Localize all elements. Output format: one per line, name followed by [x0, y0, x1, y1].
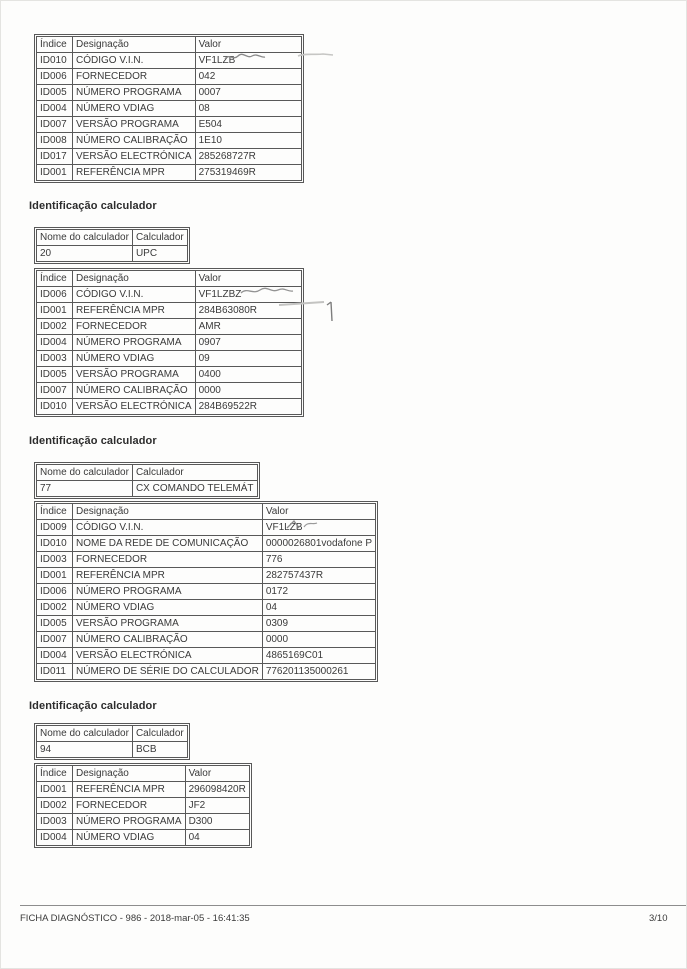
- cell-designacao: REFERÊNCIA MPR: [73, 165, 196, 181]
- cell-valor: 04: [262, 600, 375, 616]
- cell-indice: ID006: [37, 584, 73, 600]
- cell-valor: 776: [262, 552, 375, 568]
- cell-designacao: VERSÃO ELECTRÓNICA: [73, 399, 196, 415]
- section-heading: Identificação calculador: [29, 200, 157, 212]
- table-row: [37, 798, 250, 814]
- cell-designacao: VERSÃO ELECTRÓNICA: [73, 149, 196, 165]
- cell-indice: ID005: [37, 367, 73, 383]
- ecu-info-table-4: [34, 723, 190, 760]
- table-row: [37, 481, 258, 497]
- table-row: [37, 383, 302, 399]
- table-row: [37, 742, 188, 758]
- table-row: [37, 101, 302, 117]
- col-header-designacao: Designação: [73, 37, 196, 53]
- cell-indice: ID003: [37, 814, 73, 830]
- cell-valor: 0400: [195, 367, 301, 383]
- table-row: [37, 664, 376, 680]
- cell-designacao: NÚMERO PROGRAMA: [73, 335, 196, 351]
- col-header-indice: Índice: [37, 271, 73, 287]
- cell-valor: D300: [185, 814, 249, 830]
- table-row: [37, 830, 250, 846]
- col-header-valor: Valor: [195, 271, 301, 287]
- table-row: [37, 814, 250, 830]
- cell-indice: ID007: [37, 383, 73, 399]
- cell-designacao: REFERÊNCIA MPR: [73, 782, 186, 798]
- table-header-row: [37, 504, 376, 520]
- footer-divider: [20, 905, 686, 906]
- cell-valor: 0000: [195, 383, 301, 399]
- cell-nome-calculador: 94: [37, 742, 133, 758]
- cell-indice: ID002: [37, 600, 73, 616]
- cell-indice: ID002: [37, 319, 73, 335]
- cell-indice: ID010: [37, 399, 73, 415]
- cell-valor: 285268727R: [195, 149, 301, 165]
- table-row: [37, 399, 302, 415]
- cell-valor: 776201135000261: [262, 664, 375, 680]
- cell-designacao: NÚMERO CALIBRAÇÃO: [73, 133, 196, 149]
- ecu-table-1: [34, 34, 304, 183]
- col-header-designacao: Designação: [73, 766, 186, 782]
- table-row: [37, 319, 302, 335]
- cell-indice: ID008: [37, 133, 73, 149]
- table-row: [37, 165, 302, 181]
- col-header-valor: Valor: [262, 504, 375, 520]
- cell-designacao: CÓDIGO V.I.N.: [73, 53, 196, 69]
- cell-indice: ID010: [37, 536, 73, 552]
- col-header-nome-calculador: Nome do calculador: [37, 230, 133, 246]
- cell-valor: 4865169C01: [262, 648, 375, 664]
- cell-designacao: NÚMERO VDIAG: [73, 600, 263, 616]
- cell-valor: 0309: [262, 616, 375, 632]
- section-heading: Identificação calculador: [29, 700, 157, 712]
- table-row: [37, 351, 302, 367]
- cell-valor: 04: [185, 830, 249, 846]
- table-row: [37, 552, 376, 568]
- table-header-row: [37, 230, 188, 246]
- cell-indice: ID007: [37, 117, 73, 133]
- table-row: [37, 536, 376, 552]
- cell-valor: VF1LZB: [195, 53, 301, 69]
- cell-indice: ID003: [37, 552, 73, 568]
- cell-indice: ID010: [37, 53, 73, 69]
- table-header-row: [37, 766, 250, 782]
- cell-valor: E504: [195, 117, 301, 133]
- cell-valor: 284B69522R: [195, 399, 301, 415]
- cell-designacao: NOME DA REDE DE COMUNICAÇÃO: [73, 536, 263, 552]
- cell-valor: 08: [195, 101, 301, 117]
- cell-calculador: UPC: [132, 246, 187, 262]
- col-header-indice: Índice: [37, 504, 73, 520]
- col-header-calculador: Calculador: [132, 465, 257, 481]
- cell-indice: ID006: [37, 287, 73, 303]
- cell-valor: 296098420R: [185, 782, 249, 798]
- cell-indice: ID001: [37, 782, 73, 798]
- cell-indice: ID004: [37, 335, 73, 351]
- cell-indice: ID005: [37, 85, 73, 101]
- cell-valor: 282757437R: [262, 568, 375, 584]
- ecu-info-table-2: [34, 227, 190, 264]
- table-row: [37, 782, 250, 798]
- table-row: [37, 568, 376, 584]
- table-row: [37, 69, 302, 85]
- cell-designacao: CÓDIGO V.I.N.: [73, 287, 196, 303]
- cell-valor: 1E10: [195, 133, 301, 149]
- cell-indice: ID004: [37, 101, 73, 117]
- cell-nome-calculador: 77: [37, 481, 133, 497]
- ecu-table-3: [34, 501, 378, 682]
- cell-indice: ID001: [37, 568, 73, 584]
- table-header-row: [37, 37, 302, 53]
- cell-designacao: FORNECEDOR: [73, 552, 263, 568]
- cell-valor: 0907: [195, 335, 301, 351]
- cell-designacao: VERSÃO PROGRAMA: [73, 616, 263, 632]
- table-row: [37, 133, 302, 149]
- cell-indice: ID001: [37, 303, 73, 319]
- table-row: [37, 632, 376, 648]
- cell-designacao: NÚMERO VDIAG: [73, 830, 186, 846]
- cell-designacao: NÚMERO VDIAG: [73, 101, 196, 117]
- table-row: [37, 303, 302, 319]
- cell-designacao: VERSÃO PROGRAMA: [73, 367, 196, 383]
- cell-designacao: FORNECEDOR: [73, 798, 186, 814]
- cell-designacao: NÚMERO CALIBRAÇÃO: [73, 383, 196, 399]
- table-row: [37, 584, 376, 600]
- cell-indice: ID002: [37, 798, 73, 814]
- col-header-indice: Índice: [37, 766, 73, 782]
- footer-document-info: FICHA DIAGNÓSTICO - 986 - 2018-mar-05 - 16:41:35: [20, 913, 250, 924]
- col-header-designacao: Designação: [73, 504, 263, 520]
- table-row: [37, 53, 302, 69]
- cell-indice: ID004: [37, 830, 73, 846]
- cell-indice: ID005: [37, 616, 73, 632]
- table-row: [37, 648, 376, 664]
- cell-indice: ID004: [37, 648, 73, 664]
- cell-valor: 284B63080R: [195, 303, 301, 319]
- cell-valor: 09: [195, 351, 301, 367]
- cell-valor: 275319469R: [195, 165, 301, 181]
- footer-page-number: 3/10: [649, 913, 668, 924]
- cell-designacao: REFERÊNCIA MPR: [73, 568, 263, 584]
- cell-calculador: CX COMANDO TELEMÁT: [132, 481, 257, 497]
- table-row: [37, 367, 302, 383]
- table-header-row: [37, 465, 258, 481]
- table-row: [37, 600, 376, 616]
- col-header-calculador: Calculador: [132, 726, 187, 742]
- cell-indice: ID009: [37, 520, 73, 536]
- cell-valor: VF1LZB: [262, 520, 375, 536]
- col-header-nome-calculador: Nome do calculador: [37, 465, 133, 481]
- cell-valor: 0172: [262, 584, 375, 600]
- cell-designacao: FORNECEDOR: [73, 319, 196, 335]
- table-row: [37, 520, 376, 536]
- cell-designacao: NÚMERO PROGRAMA: [73, 85, 196, 101]
- cell-calculador: BCB: [132, 742, 187, 758]
- ecu-table-4: [34, 763, 252, 848]
- table-row: [37, 335, 302, 351]
- cell-indice: ID003: [37, 351, 73, 367]
- cell-valor: 042: [195, 69, 301, 85]
- ecu-table-2: [34, 268, 304, 417]
- cell-indice: ID001: [37, 165, 73, 181]
- cell-valor: AMR: [195, 319, 301, 335]
- cell-indice: ID017: [37, 149, 73, 165]
- cell-valor: 0007: [195, 85, 301, 101]
- cell-designacao: FORNECEDOR: [73, 69, 196, 85]
- cell-nome-calculador: 20: [37, 246, 133, 262]
- cell-designacao: NÚMERO VDIAG: [73, 351, 196, 367]
- table-row: [37, 246, 188, 262]
- table-row: [37, 149, 302, 165]
- cell-valor: 0000: [262, 632, 375, 648]
- ecu-info-table-3: [34, 462, 260, 499]
- cell-valor: VF1LZBZ: [195, 287, 301, 303]
- col-header-valor: Valor: [185, 766, 249, 782]
- cell-designacao: NÚMERO DE SÉRIE DO CALCULADOR: [73, 664, 263, 680]
- table-row: [37, 117, 302, 133]
- cell-designacao: REFERÊNCIA MPR: [73, 303, 196, 319]
- col-header-designacao: Designação: [73, 271, 196, 287]
- table-row: [37, 616, 376, 632]
- cell-designacao: NÚMERO PROGRAMA: [73, 814, 186, 830]
- cell-indice: ID007: [37, 632, 73, 648]
- cell-designacao: NÚMERO PROGRAMA: [73, 584, 263, 600]
- cell-valor: JF2: [185, 798, 249, 814]
- table-header-row: [37, 271, 302, 287]
- table-row: [37, 85, 302, 101]
- cell-designacao: CÓDIGO V.I.N.: [73, 520, 263, 536]
- col-header-indice: Índice: [37, 37, 73, 53]
- table-row: [37, 287, 302, 303]
- cell-indice: ID006: [37, 69, 73, 85]
- cell-designacao: VERSÃO PROGRAMA: [73, 117, 196, 133]
- cell-indice: ID011: [37, 664, 73, 680]
- table-header-row: [37, 726, 188, 742]
- col-header-calculador: Calculador: [132, 230, 187, 246]
- col-header-valor: Valor: [195, 37, 301, 53]
- cell-designacao: NÚMERO CALIBRAÇÃO: [73, 632, 263, 648]
- cell-designacao: VERSÃO ELECTRÓNICA: [73, 648, 263, 664]
- col-header-nome-calculador: Nome do calculador: [37, 726, 133, 742]
- section-heading: Identificação calculador: [29, 435, 157, 447]
- cell-valor: 0000026801vodafone P: [262, 536, 375, 552]
